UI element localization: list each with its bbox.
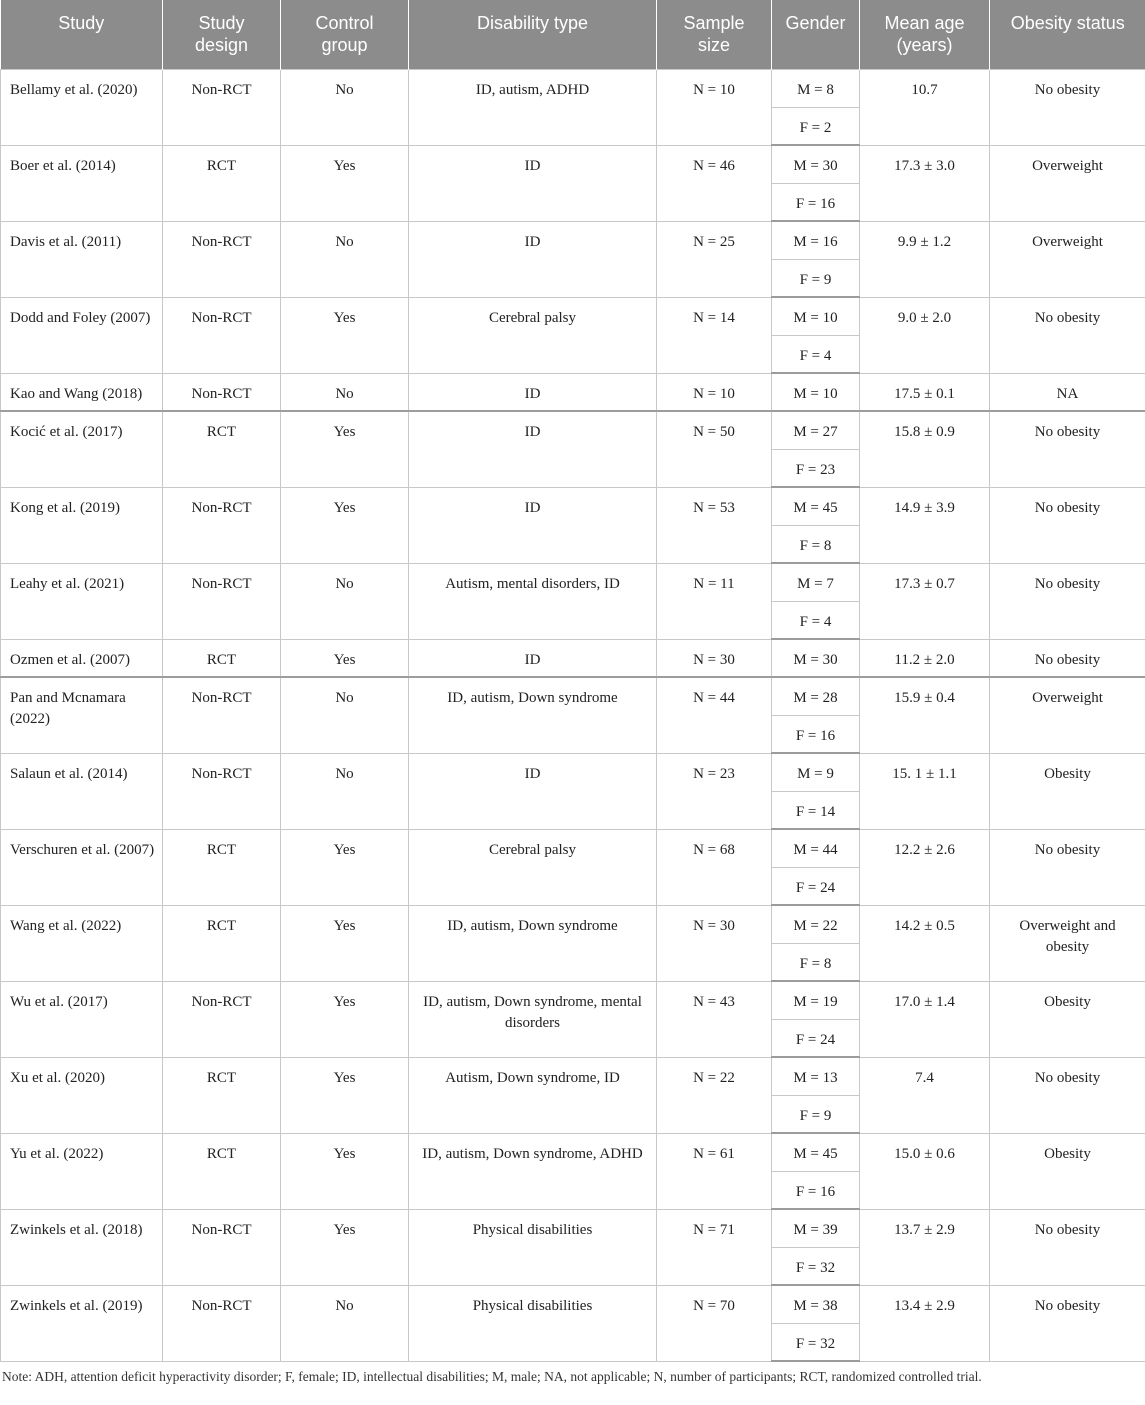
cell-study: Davis et al. (2011) [1,221,163,297]
cell-sample-size: N = 53 [657,487,772,563]
cell-gender: M = 45 [772,487,860,525]
header-sample-size: Sample size [657,0,772,69]
table-note: Note: ADH, attention deficit hyperactivity disorder; F, female; ID, intellectual disabilities; M, male; NA, not applicable; N, number of participants; RCT, randomized controlled trial. [2,1369,982,1384]
cell-disability-type: ID [409,753,657,829]
cell-gender: M = 30 [772,145,860,183]
cell-study: Salaun et al. (2014) [1,753,163,829]
cell-sample-size: N = 68 [657,829,772,905]
cell-mean-age: 12.2 ± 2.6 [860,829,990,905]
cell-gender: F = 24 [772,867,860,905]
table-body [1,69,1145,1361]
table-row [1,1133,1145,1171]
table-row [1,1285,1145,1323]
cell-obesity-status: Overweight [990,145,1145,221]
cell-gender: F = 16 [772,183,860,221]
cell-gender: F = 4 [772,335,860,373]
cell-gender: M = 45 [772,1133,860,1171]
cell-control-group: Yes [281,297,409,373]
cell-obesity-status: No obesity [990,487,1145,563]
cell-mean-age: 15.8 ± 0.9 [860,411,990,487]
cell-gender: M = 44 [772,829,860,867]
cell-study: Zwinkels et al. (2019) [1,1285,163,1361]
table-row [1,829,1145,867]
header-study: Study [1,0,163,69]
cell-mean-age: 9.9 ± 1.2 [860,221,990,297]
cell-sample-size: N = 61 [657,1133,772,1209]
cell-gender: F = 16 [772,1171,860,1209]
cell-disability-type: ID [409,411,657,487]
cell-disability-type: ID, autism, ADHD [409,69,657,145]
cell-obesity-status: No obesity [990,411,1145,487]
cell-disability-type: Cerebral palsy [409,297,657,373]
cell-disability-type: Autism, Down syndrome, ID [409,1057,657,1133]
table-row [1,639,1145,677]
cell-gender: M = 8 [772,69,860,107]
cell-sample-size: N = 50 [657,411,772,487]
cell-obesity-status: Obesity [990,1133,1145,1209]
cell-study-design: Non-RCT [163,1285,281,1361]
header-disability-type: Disability type [409,0,657,69]
cell-mean-age: 11.2 ± 2.0 [860,639,990,677]
cell-study-design: Non-RCT [163,563,281,639]
cell-study: Leahy et al. (2021) [1,563,163,639]
cell-gender: F = 16 [772,715,860,753]
cell-control-group: No [281,69,409,145]
cell-study: Yu et al. (2022) [1,1133,163,1209]
header-obesity-status: Obesity status [990,0,1145,69]
cell-disability-type: ID [409,145,657,221]
cell-study-design: RCT [163,639,281,677]
cell-gender: F = 8 [772,525,860,563]
cell-mean-age: 15. 1 ± 1.1 [860,753,990,829]
table-row [1,1209,1145,1247]
cell-study-design: RCT [163,829,281,905]
cell-gender: M = 10 [772,373,860,411]
cell-sample-size: N = 25 [657,221,772,297]
cell-control-group: No [281,1285,409,1361]
header-study-design: Study design [163,0,281,69]
cell-control-group: Yes [281,1209,409,1285]
cell-study: Ozmen et al. (2007) [1,639,163,677]
cell-gender: F = 24 [772,1019,860,1057]
cell-mean-age: 17.5 ± 0.1 [860,373,990,411]
cell-study: Bellamy et al. (2020) [1,69,163,145]
cell-control-group: No [281,221,409,297]
cell-study-design: Non-RCT [163,221,281,297]
header-row [1,0,1145,69]
table-row [1,905,1145,943]
cell-sample-size: N = 71 [657,1209,772,1285]
cell-sample-size: N = 23 [657,753,772,829]
cell-obesity-status: Overweight [990,677,1145,753]
cell-gender: M = 30 [772,639,860,677]
cell-study-design: Non-RCT [163,753,281,829]
cell-gender: F = 32 [772,1247,860,1285]
cell-disability-type: Autism, mental disorders, ID [409,563,657,639]
cell-study-design: Non-RCT [163,677,281,753]
cell-obesity-status: Obesity [990,753,1145,829]
cell-obesity-status: No obesity [990,1209,1145,1285]
cell-control-group: Yes [281,829,409,905]
header-mean-age: Mean age (years) [860,0,990,69]
cell-study-design: Non-RCT [163,1209,281,1285]
cell-mean-age: 13.7 ± 2.9 [860,1209,990,1285]
cell-study: Pan and Mcnamara (2022) [1,677,163,753]
header-control-group: Control group [281,0,409,69]
table-row [1,753,1145,791]
cell-sample-size: N = 22 [657,1057,772,1133]
cell-study-design: RCT [163,1133,281,1209]
cell-sample-size: N = 44 [657,677,772,753]
cell-obesity-status: No obesity [990,639,1145,677]
cell-sample-size: N = 14 [657,297,772,373]
cell-disability-type: Physical disabilities [409,1209,657,1285]
cell-control-group: No [281,753,409,829]
cell-sample-size: N = 30 [657,905,772,981]
cell-study-design: Non-RCT [163,69,281,145]
cell-sample-size: N = 10 [657,373,772,411]
cell-gender: F = 8 [772,943,860,981]
cell-control-group: No [281,677,409,753]
table-row [1,981,1145,1019]
cell-study-design: RCT [163,1057,281,1133]
cell-gender: M = 16 [772,221,860,259]
cell-obesity-status: No obesity [990,1285,1145,1361]
cell-gender: M = 22 [772,905,860,943]
cell-gender: M = 7 [772,563,860,601]
cell-gender: F = 9 [772,259,860,297]
cell-gender: F = 32 [772,1323,860,1361]
cell-study: Kocić et al. (2017) [1,411,163,487]
table-row [1,145,1145,183]
cell-disability-type: ID [409,221,657,297]
cell-sample-size: N = 46 [657,145,772,221]
cell-disability-type: ID [409,639,657,677]
cell-study: Wu et al. (2017) [1,981,163,1057]
cell-mean-age: 15.9 ± 0.4 [860,677,990,753]
cell-mean-age: 15.0 ± 0.6 [860,1133,990,1209]
cell-obesity-status: Overweight and obesity [990,905,1145,981]
table-row [1,297,1145,335]
table-row [1,411,1145,449]
cell-gender: M = 9 [772,753,860,791]
cell-gender: M = 39 [772,1209,860,1247]
cell-study: Boer et al. (2014) [1,145,163,221]
cell-control-group: Yes [281,145,409,221]
cell-control-group: Yes [281,1133,409,1209]
cell-gender: M = 38 [772,1285,860,1323]
cell-study-design: Non-RCT [163,297,281,373]
cell-study: Kong et al. (2019) [1,487,163,563]
cell-sample-size: N = 30 [657,639,772,677]
cell-study-design: RCT [163,411,281,487]
table-row [1,563,1145,601]
cell-control-group: Yes [281,639,409,677]
table-row [1,1057,1145,1095]
cell-mean-age: 17.0 ± 1.4 [860,981,990,1057]
cell-study-design: Non-RCT [163,373,281,411]
cell-mean-age: 7.4 [860,1057,990,1133]
cell-sample-size: N = 11 [657,563,772,639]
table-row [1,69,1145,107]
cell-disability-type: ID [409,373,657,411]
cell-disability-type: ID, autism, Down syndrome [409,905,657,981]
cell-study-design: RCT [163,905,281,981]
cell-mean-age: 9.0 ± 2.0 [860,297,990,373]
header-gender: Gender [772,0,860,69]
cell-obesity-status: NA [990,373,1145,411]
cell-control-group: Yes [281,905,409,981]
cell-mean-age: 14.9 ± 3.9 [860,487,990,563]
cell-disability-type: ID, autism, Down syndrome, ADHD [409,1133,657,1209]
cell-control-group: Yes [281,411,409,487]
cell-control-group: Yes [281,1057,409,1133]
cell-mean-age: 17.3 ± 0.7 [860,563,990,639]
cell-disability-type: Physical disabilities [409,1285,657,1361]
cell-obesity-status: Obesity [990,981,1145,1057]
cell-obesity-status: No obesity [990,1057,1145,1133]
cell-gender: M = 13 [772,1057,860,1095]
cell-gender: F = 9 [772,1095,860,1133]
cell-study: Xu et al. (2020) [1,1057,163,1133]
cell-study-design: Non-RCT [163,487,281,563]
cell-control-group: No [281,563,409,639]
cell-mean-age: 17.3 ± 3.0 [860,145,990,221]
cell-control-group: Yes [281,981,409,1057]
table-row [1,487,1145,525]
cell-control-group: Yes [281,487,409,563]
cell-study: Zwinkels et al. (2018) [1,1209,163,1285]
cell-gender: M = 10 [772,297,860,335]
table-row [1,221,1145,259]
cell-mean-age: 14.2 ± 0.5 [860,905,990,981]
cell-gender: M = 27 [772,411,860,449]
cell-disability-type: Cerebral palsy [409,829,657,905]
cell-obesity-status: No obesity [990,297,1145,373]
cell-study: Kao and Wang (2018) [1,373,163,411]
cell-gender: F = 14 [772,791,860,829]
cell-disability-type: ID [409,487,657,563]
cell-gender: F = 23 [772,449,860,487]
cell-study-design: Non-RCT [163,981,281,1057]
cell-control-group: No [281,373,409,411]
cell-study: Wang et al. (2022) [1,905,163,981]
cell-obesity-status: Overweight [990,221,1145,297]
cell-study: Dodd and Foley (2007) [1,297,163,373]
cell-disability-type: ID, autism, Down syndrome, mental disorders [409,981,657,1057]
cell-sample-size: N = 10 [657,69,772,145]
cell-gender: M = 28 [772,677,860,715]
cell-study: Verschuren et al. (2007) [1,829,163,905]
cell-disability-type: ID, autism, Down syndrome [409,677,657,753]
cell-study-design: RCT [163,145,281,221]
table-row [1,373,1145,411]
cell-mean-age: 10.7 [860,69,990,145]
cell-obesity-status: No obesity [990,69,1145,145]
cell-sample-size: N = 43 [657,981,772,1057]
cell-gender: F = 4 [772,601,860,639]
cell-sample-size: N = 70 [657,1285,772,1361]
cell-mean-age: 13.4 ± 2.9 [860,1285,990,1361]
cell-obesity-status: No obesity [990,563,1145,639]
cell-gender: F = 2 [772,107,860,145]
table-row [1,677,1145,715]
cell-gender: M = 19 [772,981,860,1019]
cell-obesity-status: No obesity [990,829,1145,905]
